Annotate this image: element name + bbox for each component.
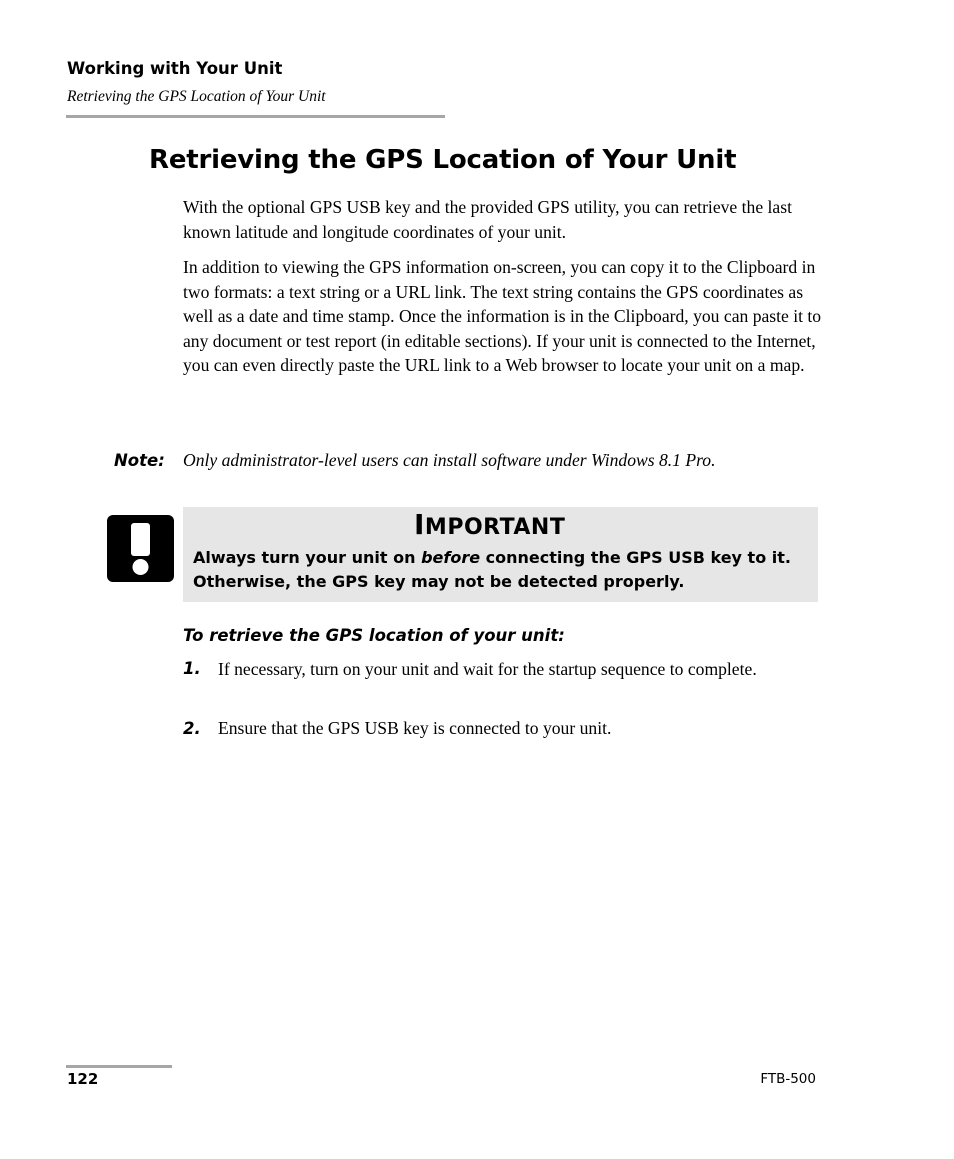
step-number: 1. bbox=[183, 659, 201, 678]
step-number: 2. bbox=[183, 719, 201, 738]
body-paragraph-2: In addition to viewing the GPS information on-screen, you can copy it to the Clipboard in two formats: a text string or a URL link. The text string contains the GPS coordinates as well as a date and time stamp. Once the information is in the Clipboard, you can paste it to any document or test report (in editable sections). If your unit is connected to the Internet, you can even directly paste the URL link to a Web browser to locate your unit on a map. bbox=[183, 257, 822, 375]
note-label: Note: bbox=[114, 451, 165, 470]
note-text: Only administrator-level users can install software under Windows 8.1 Pro. bbox=[183, 450, 716, 470]
exclamation-icon bbox=[107, 515, 174, 582]
page-title: Retrieving the GPS Location of Your Unit bbox=[149, 145, 737, 175]
footer-rule bbox=[66, 1065, 172, 1068]
header-rule bbox=[66, 115, 445, 118]
step-text: If necessary, turn on your unit and wait for the startup sequence to complete. bbox=[218, 659, 757, 679]
step-text: Ensure that the GPS USB key is connected to your unit. bbox=[218, 718, 612, 738]
running-header-chapter: Working with Your Unit bbox=[67, 59, 283, 78]
important-title: IMPORTANT bbox=[414, 508, 566, 541]
running-header-section: Retrieving the GPS Location of Your Unit bbox=[67, 88, 326, 105]
product-model: FTB-500 bbox=[760, 1071, 816, 1087]
body-paragraph-1: With the optional GPS USB key and the provided GPS utility, you can retrieve the last known latitude and longitude coordinates of your unit. bbox=[183, 197, 792, 242]
page-number: 122 bbox=[67, 1070, 99, 1088]
procedure-title: To retrieve the GPS location of your unit: bbox=[183, 626, 565, 645]
important-text: Always turn your unit on before connecting the GPS USB key to it. Otherwise, the GPS key may not be detected properly. bbox=[193, 548, 791, 591]
important-emphasis: before bbox=[421, 548, 481, 567]
